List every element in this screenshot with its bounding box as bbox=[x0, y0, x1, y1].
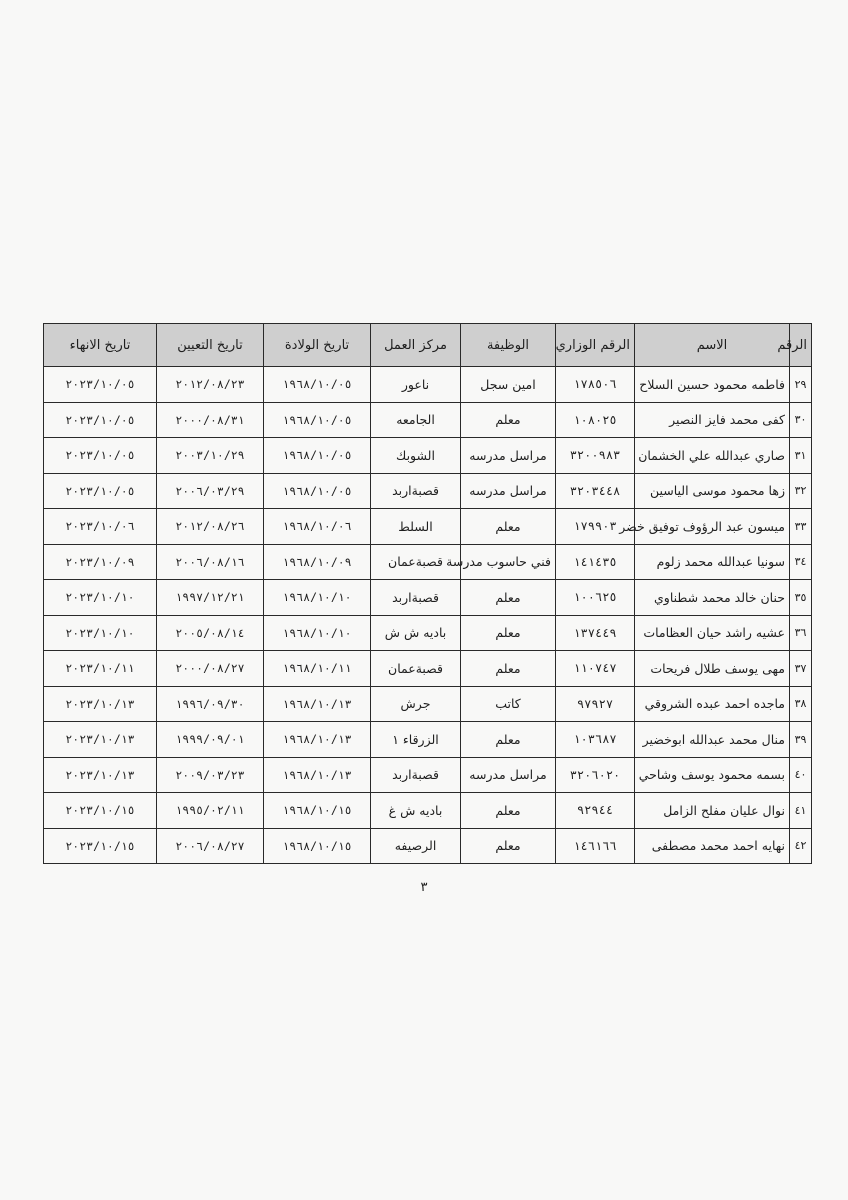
cell-end-date: ٢٠٢٣/١٠/٠٥ bbox=[44, 367, 157, 403]
cell-end-date: ٢٠٢٣/١٠/٠٥ bbox=[44, 402, 157, 438]
cell-end-date: ٢٠٢٣/١٠/١١ bbox=[44, 651, 157, 687]
cell-job: معلم bbox=[461, 651, 556, 687]
cell-end-date: ٢٠٢٣/١٠/١٥ bbox=[44, 793, 157, 829]
cell-end-date: ٢٠٢٣/١٠/٠٥ bbox=[44, 438, 157, 474]
table-row bbox=[44, 828, 812, 864]
cell-name: سونيا عبدالله محمد زلوم bbox=[635, 544, 790, 580]
cell-workplace: السلط bbox=[371, 509, 461, 545]
cell-workplace: باديه ش غ bbox=[371, 793, 461, 829]
cell-end-date: ٢٠٢٣/١٠/١٠ bbox=[44, 580, 157, 616]
cell-hire-date: ٢٠١٢/٠٨/٢٦ bbox=[157, 509, 264, 545]
cell-job: معلم bbox=[461, 828, 556, 864]
cell-hire-date: ٢٠٠٣/١٠/٢٩ bbox=[157, 438, 264, 474]
cell-end-date: ٢٠٢٣/١٠/٠٩ bbox=[44, 544, 157, 580]
cell-workplace: قصبةاربد bbox=[371, 473, 461, 509]
cell-birth-date: ١٩٦٨/١٠/١٣ bbox=[264, 757, 371, 793]
cell-end-date: ٢٠٢٣/١٠/١٣ bbox=[44, 686, 157, 722]
cell-hire-date: ١٩٩٩/٠٩/٠١ bbox=[157, 722, 264, 758]
cell-end-date: ٢٠٢٣/١٠/١٠ bbox=[44, 615, 157, 651]
cell-workplace: قصبةاربد bbox=[371, 580, 461, 616]
cell-ministry-id: ١٤٦١٦٦ bbox=[556, 828, 635, 864]
cell-workplace: قصبةاربد bbox=[371, 757, 461, 793]
cell-birth-date: ١٩٦٨/١٠/٠٦ bbox=[264, 509, 371, 545]
header-workplace: مركز العمل bbox=[371, 324, 461, 367]
header-job: الوظيفة bbox=[461, 324, 556, 367]
table-row bbox=[44, 793, 812, 829]
cell-job: امين سجل bbox=[461, 367, 556, 403]
table-row bbox=[44, 580, 812, 616]
cell-name: زها محمود موسى الياسين bbox=[635, 473, 790, 509]
cell-ministry-id: ١٧٨٥٠٦ bbox=[556, 367, 635, 403]
cell-num: ٣٣ bbox=[790, 509, 812, 545]
header-birth-date: تاريخ الولادة bbox=[264, 324, 371, 367]
cell-name: كفى محمد فايز النصير bbox=[635, 402, 790, 438]
cell-num: ٣٩ bbox=[790, 722, 812, 758]
cell-num: ٤١ bbox=[790, 793, 812, 829]
table-row bbox=[44, 686, 812, 722]
table-row bbox=[44, 757, 812, 793]
table-row bbox=[44, 544, 812, 580]
cell-hire-date: ٢٠٠٠/٠٨/٢٧ bbox=[157, 651, 264, 687]
cell-birth-date: ١٩٦٨/١٠/٠٥ bbox=[264, 367, 371, 403]
cell-birth-date: ١٩٦٨/١٠/١٣ bbox=[264, 722, 371, 758]
table-row bbox=[44, 509, 812, 545]
cell-num: ٣٨ bbox=[790, 686, 812, 722]
table-body bbox=[44, 367, 812, 864]
cell-name: ميسون عبد الرؤوف توفيق خضر bbox=[635, 509, 790, 545]
table-row bbox=[44, 615, 812, 651]
cell-birth-date: ١٩٦٨/١٠/٠٥ bbox=[264, 402, 371, 438]
cell-workplace: قصبةعمان bbox=[371, 651, 461, 687]
cell-ministry-id: ١٣٧٤٤٩ bbox=[556, 615, 635, 651]
cell-end-date: ٢٠٢٣/١٠/١٣ bbox=[44, 722, 157, 758]
retirement-table bbox=[43, 323, 812, 864]
cell-ministry-id: ١١٠٧٤٧ bbox=[556, 651, 635, 687]
cell-num: ٢٩ bbox=[790, 367, 812, 403]
cell-job: معلم bbox=[461, 793, 556, 829]
cell-birth-date: ١٩٦٨/١٠/١٥ bbox=[264, 828, 371, 864]
cell-num: ٣٦ bbox=[790, 615, 812, 651]
cell-job: مراسل مدرسه bbox=[461, 473, 556, 509]
cell-num: ٣٠ bbox=[790, 402, 812, 438]
cell-num: ٤٠ bbox=[790, 757, 812, 793]
header-ministry-id: الرقم الوزاري bbox=[556, 324, 635, 367]
page-number: ٣ bbox=[420, 880, 428, 895]
cell-end-date: ٢٠٢٣/١٠/١٣ bbox=[44, 757, 157, 793]
cell-birth-date: ١٩٦٨/١٠/١٠ bbox=[264, 580, 371, 616]
cell-name: نهايه احمد محمد مصطفى bbox=[635, 828, 790, 864]
cell-num: ٣٥ bbox=[790, 580, 812, 616]
cell-hire-date: ٢٠٠٠/٠٨/٣١ bbox=[157, 402, 264, 438]
cell-hire-date: ٢٠٠٦/٠٣/٢٩ bbox=[157, 473, 264, 509]
cell-hire-date: ٢٠٠٩/٠٣/٢٣ bbox=[157, 757, 264, 793]
cell-birth-date: ١٩٦٨/١٠/١٠ bbox=[264, 615, 371, 651]
cell-workplace: الجامعه bbox=[371, 402, 461, 438]
cell-job: مراسل مدرسه bbox=[461, 438, 556, 474]
cell-hire-date: ١٩٩٥/٠٢/١١ bbox=[157, 793, 264, 829]
cell-end-date: ٢٠٢٣/١٠/٠٦ bbox=[44, 509, 157, 545]
cell-name: نوال عليان مفلح الزامل bbox=[635, 793, 790, 829]
cell-hire-date: ١٩٩٧/١٢/٢١ bbox=[157, 580, 264, 616]
cell-hire-date: ٢٠١٢/٠٨/٢٣ bbox=[157, 367, 264, 403]
cell-job: معلم bbox=[461, 402, 556, 438]
cell-name: حنان خالد محمد شطناوي bbox=[635, 580, 790, 616]
cell-workplace: الزرقاء ١ bbox=[371, 722, 461, 758]
cell-job: كاتب bbox=[461, 686, 556, 722]
cell-ministry-id: ١٠٠٦٢٥ bbox=[556, 580, 635, 616]
table-row bbox=[44, 473, 812, 509]
cell-job: معلم bbox=[461, 615, 556, 651]
cell-ministry-id: ٩٢٩٤٤ bbox=[556, 793, 635, 829]
cell-workplace: قصبةعمان bbox=[371, 544, 461, 580]
cell-job: مراسل مدرسه bbox=[461, 757, 556, 793]
cell-ministry-id: ١٧٩٩٠٣ bbox=[556, 509, 635, 545]
cell-birth-date: ١٩٦٨/١٠/٠٩ bbox=[264, 544, 371, 580]
cell-workplace: الشوبك bbox=[371, 438, 461, 474]
cell-end-date: ٢٠٢٣/١٠/١٥ bbox=[44, 828, 157, 864]
table-row bbox=[44, 651, 812, 687]
cell-name: ماجده احمد عبده الشروقي bbox=[635, 686, 790, 722]
cell-num: ٤٢ bbox=[790, 828, 812, 864]
cell-ministry-id: ١٠٣٦٨٧ bbox=[556, 722, 635, 758]
cell-name: مهى يوسف طلال فريحات bbox=[635, 651, 790, 687]
cell-name: فاطمه محمود حسين السلاح bbox=[635, 367, 790, 403]
retirement-table-container bbox=[43, 323, 811, 864]
cell-hire-date: ٢٠٠٥/٠٨/١٤ bbox=[157, 615, 264, 651]
cell-workplace: ناعور bbox=[371, 367, 461, 403]
header-name: الاسم bbox=[635, 324, 790, 367]
table-row bbox=[44, 402, 812, 438]
cell-name: عشيه راشد حيان العظامات bbox=[635, 615, 790, 651]
cell-name: بسمه محمود يوسف وشاحي bbox=[635, 757, 790, 793]
cell-birth-date: ١٩٦٨/١٠/١٣ bbox=[264, 686, 371, 722]
cell-ministry-id: ١٤١٤٣٥ bbox=[556, 544, 635, 580]
header-end-date: تاريخ الانهاء bbox=[44, 324, 157, 367]
cell-hire-date: ٢٠٠٦/٠٨/٢٧ bbox=[157, 828, 264, 864]
cell-name: منال محمد عبدالله ابوخضير bbox=[635, 722, 790, 758]
cell-hire-date: ٢٠٠٦/٠٨/١٦ bbox=[157, 544, 264, 580]
cell-job: معلم bbox=[461, 509, 556, 545]
cell-hire-date: ١٩٩٦/٠٩/٣٠ bbox=[157, 686, 264, 722]
cell-ministry-id: ٣٢٠٦٠٢٠ bbox=[556, 757, 635, 793]
cell-ministry-id: ٩٧٩٢٧ bbox=[556, 686, 635, 722]
cell-job: معلم bbox=[461, 722, 556, 758]
cell-workplace: الرصيفه bbox=[371, 828, 461, 864]
cell-workplace: جرش bbox=[371, 686, 461, 722]
cell-workplace: باديه ش ش bbox=[371, 615, 461, 651]
cell-birth-date: ١٩٦٨/١٠/١١ bbox=[264, 651, 371, 687]
header-hire-date: تاريخ التعيين bbox=[157, 324, 264, 367]
header-num: الرقم bbox=[790, 324, 812, 367]
table-header bbox=[44, 324, 812, 367]
table-row bbox=[44, 722, 812, 758]
cell-end-date: ٢٠٢٣/١٠/٠٥ bbox=[44, 473, 157, 509]
cell-birth-date: ١٩٦٨/١٠/٠٥ bbox=[264, 473, 371, 509]
table-row bbox=[44, 438, 812, 474]
cell-ministry-id: ٣٢٠٠٩٨٣ bbox=[556, 438, 635, 474]
cell-num: ٣٢ bbox=[790, 473, 812, 509]
cell-num: ٣١ bbox=[790, 438, 812, 474]
cell-ministry-id: ٣٢٠٣٤٤٨ bbox=[556, 473, 635, 509]
cell-birth-date: ١٩٦٨/١٠/٠٥ bbox=[264, 438, 371, 474]
cell-num: ٣٤ bbox=[790, 544, 812, 580]
cell-birth-date: ١٩٦٨/١٠/١٥ bbox=[264, 793, 371, 829]
cell-job: فني حاسوب مدرسة bbox=[461, 544, 556, 580]
cell-job: معلم bbox=[461, 580, 556, 616]
cell-ministry-id: ١٠٨٠٢٥ bbox=[556, 402, 635, 438]
table-row bbox=[44, 367, 812, 403]
header-row bbox=[44, 324, 812, 367]
cell-num: ٣٧ bbox=[790, 651, 812, 687]
cell-name: صاري عبدالله علي الخشمان bbox=[635, 438, 790, 474]
